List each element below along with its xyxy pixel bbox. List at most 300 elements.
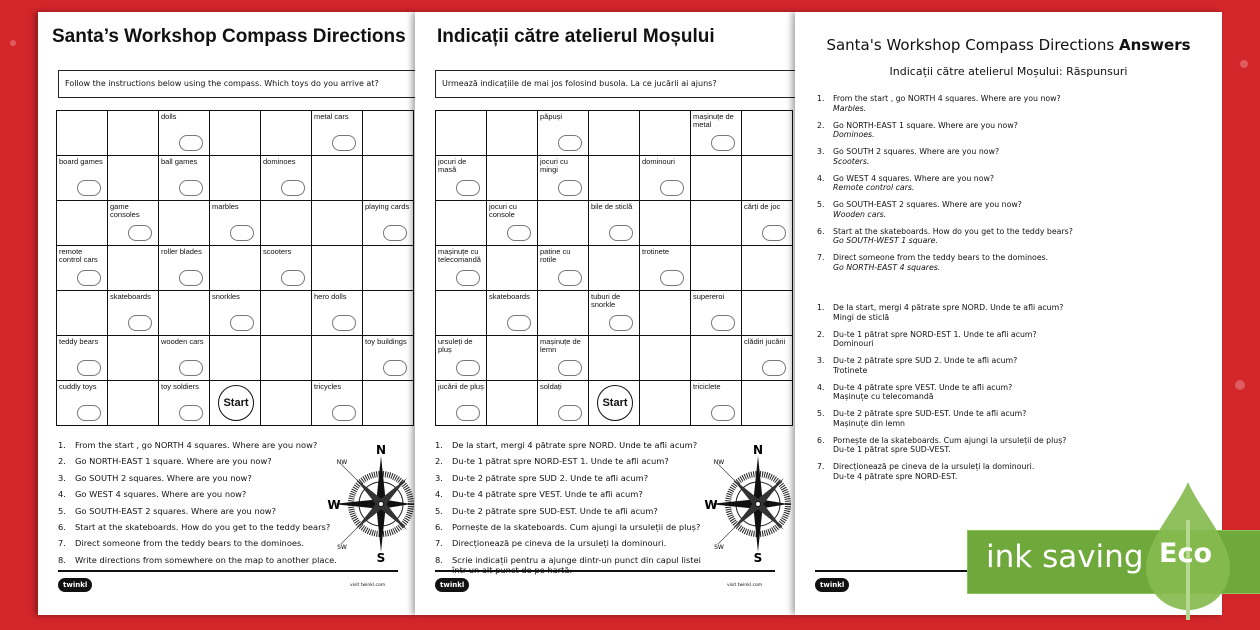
grid-cell <box>57 381 108 426</box>
grid-cell <box>487 156 538 201</box>
toy-label: skateboards <box>110 292 151 301</box>
answer-body <box>833 303 1063 322</box>
question-item <box>435 519 712 535</box>
answer-body <box>833 174 994 193</box>
grid-cell <box>312 156 363 201</box>
compass-sw-line <box>718 526 736 544</box>
toy-label: teddy bears <box>59 337 99 346</box>
toy-picture-icon <box>383 360 407 376</box>
toy-picture-icon <box>230 225 254 241</box>
answer-item <box>817 330 1066 349</box>
question-text: Go NORTH-EAST 1 square. Where are you now? <box>75 456 272 467</box>
grid-cell <box>589 111 640 156</box>
answer-item <box>817 462 1066 481</box>
answer-body <box>833 330 1037 349</box>
grid-cell <box>691 291 742 336</box>
answer-question: Go NORTH-EAST 1 square. Where are you now? <box>833 120 1018 130</box>
compass-label-n: N <box>752 443 764 457</box>
grid-cell <box>159 201 210 246</box>
grid-cell <box>363 381 414 426</box>
question-item <box>58 437 337 453</box>
grid-cell <box>108 336 159 381</box>
compass-label-s: S <box>753 551 763 562</box>
grid-cell <box>159 381 210 426</box>
toy-picture-icon <box>711 405 735 421</box>
toy-picture-icon <box>77 270 101 286</box>
question-number: 1. <box>58 440 66 450</box>
grid-cell <box>108 156 159 201</box>
question-number: 5. <box>58 505 66 516</box>
grid-cell <box>210 156 261 201</box>
grid-cell <box>312 201 363 246</box>
question-number: 7. <box>435 538 443 549</box>
toy-picture-icon <box>762 225 786 241</box>
answer-item <box>817 147 1073 166</box>
grid-cell <box>691 336 742 381</box>
grid-cell <box>742 246 793 291</box>
grid-cell <box>159 291 210 336</box>
toy-picture-icon <box>456 360 480 376</box>
answer-text: Wooden cars. <box>833 209 887 219</box>
toy-picture-icon <box>281 270 305 286</box>
grid-cell <box>363 156 414 201</box>
grid-cell <box>640 111 691 156</box>
grid-cell <box>363 246 414 291</box>
grid-cell <box>210 201 261 246</box>
answer-question: Start at the skateboards. How do you get to the teddy bears? <box>833 226 1073 236</box>
question-item <box>58 535 337 551</box>
question-number: 4. <box>58 489 66 500</box>
toy-picture-icon <box>332 135 356 151</box>
answer-text: Du-te 1 pătrat spre SUD-VEST. <box>833 445 951 454</box>
answer-item <box>817 436 1066 455</box>
question-text: Go SOUTH-EAST 2 squares. Where are you now? <box>75 505 276 516</box>
grid-cell <box>261 201 312 246</box>
answer-question: Du-te 2 pătrate spre SUD-EST. Unde te afli acum? <box>833 409 1027 418</box>
toy-grid <box>56 110 414 426</box>
question-item <box>58 470 337 486</box>
question-number: 6. <box>435 522 443 533</box>
background-dot <box>10 40 16 46</box>
grid-cell <box>538 246 589 291</box>
answer-item <box>817 200 1073 219</box>
compass-label-s: S <box>376 551 386 562</box>
toy-label: bile de sticlă <box>591 202 633 211</box>
answer-item <box>817 227 1073 246</box>
toy-label: skateboards <box>489 292 530 301</box>
toy-picture-icon <box>230 315 254 331</box>
answer-body <box>833 253 1048 272</box>
toy-picture-icon <box>609 315 633 331</box>
grid-cell <box>57 246 108 291</box>
grid-cell <box>436 381 487 426</box>
question-number: 5. <box>435 505 443 516</box>
grid-cell <box>640 336 691 381</box>
question-number: 2. <box>435 456 443 467</box>
answer-item <box>817 303 1066 322</box>
grid-cell <box>538 291 589 336</box>
grid-cell <box>742 381 793 426</box>
question-number: 2. <box>58 456 66 467</box>
answer-body <box>833 227 1073 246</box>
background-dot <box>1240 60 1248 68</box>
answer-question: Du-te 1 pătrat spre NORD-EST 1. Unde te afli acum? <box>833 329 1037 339</box>
toy-picture-icon <box>507 225 531 241</box>
grid-cell <box>487 381 538 426</box>
toy-label: roller blades <box>161 247 202 256</box>
answer-body <box>833 121 1018 140</box>
answer-number: 1. <box>817 303 825 312</box>
question-text: Direct someone from the teddy bears to the dominoes. <box>75 538 304 549</box>
answer-number: 4. <box>817 173 825 183</box>
toy-picture-icon <box>128 315 152 331</box>
start-marker: Start <box>218 385 254 421</box>
toy-picture-icon <box>77 405 101 421</box>
compass-center <box>756 502 761 507</box>
grid-cell <box>159 246 210 291</box>
question-text: De la start, mergi 4 pătrate spre NORD. Unde te afli acum? <box>452 440 698 450</box>
grid-cell <box>159 156 210 201</box>
answer-text: Marbles. <box>833 103 867 113</box>
english-worksheet <box>38 12 415 615</box>
instruction-box: Follow the instructions below using the compass. Which toys do you arrive at? <box>58 70 458 98</box>
toy-picture-icon <box>179 135 203 151</box>
toy-picture-icon <box>128 225 152 241</box>
answer-text: Go NORTH-EAST 4 squares. <box>833 262 941 272</box>
grid-cell <box>108 111 159 156</box>
question-list <box>58 437 337 568</box>
romanian-answer-list <box>817 303 1066 489</box>
toy-label: soldați <box>540 382 562 391</box>
grid-cell <box>312 111 363 156</box>
compass-label-sw: SW <box>337 544 347 551</box>
answers-subtitle: Indicații către atelierul Moșului: Răspunsuri <box>889 65 1128 78</box>
visit-link: visit twinkl.com <box>350 583 386 588</box>
answer-text: Mașinuțe din lemn <box>833 418 905 428</box>
compass-rose-icon <box>703 442 793 562</box>
grid-cell <box>691 201 742 246</box>
answer-text: Du-te 4 pătrate spre NORD-EST. <box>833 471 958 481</box>
question-text: Direcționează pe cineva de la ursuleți la dominouri. <box>452 538 667 549</box>
toy-label: clădiri jucării <box>744 337 786 346</box>
answer-number: 1. <box>817 94 825 103</box>
compass-sw-line <box>341 526 359 544</box>
answer-number: 7. <box>817 253 825 262</box>
grid-cell <box>363 336 414 381</box>
grid-cell <box>261 246 312 291</box>
question-number: 7. <box>58 538 66 549</box>
grid-cell <box>436 291 487 336</box>
footer-divider <box>435 570 775 572</box>
grid-cell <box>589 291 640 336</box>
toy-picture-icon <box>179 270 203 286</box>
toy-label: jucării de pluș <box>438 382 484 391</box>
grid-cell <box>538 381 589 426</box>
grid-cell <box>159 111 210 156</box>
toy-picture-icon <box>507 315 531 331</box>
toy-label: supereroi <box>693 292 725 301</box>
answer-item <box>817 253 1073 272</box>
ink-saving-label: ink saving <box>986 539 1144 575</box>
answer-text: Dominouri <box>833 339 874 348</box>
toy-label: dominouri <box>642 157 675 166</box>
question-text: Pornește de la skateboards. Cum ajungi la ursuleții de pluș? <box>452 522 701 533</box>
answer-question: Du-te 4 pătrate spre VEST. Unde te afli acum? <box>833 382 1013 392</box>
answer-body <box>833 462 1034 481</box>
toy-label: tricycles <box>314 382 342 391</box>
toy-label: dominoes <box>263 157 296 166</box>
grid-cell <box>210 291 261 336</box>
question-text: Write directions from somewhere on the map to another place. <box>75 554 337 565</box>
question-text: Go SOUTH 2 squares. Where are you now? <box>75 472 252 483</box>
question-text: Du-te 2 pătrate spre SUD-EST. Unde te afli acum? <box>452 505 658 516</box>
grid-cell <box>210 111 261 156</box>
grid-cell <box>691 381 742 426</box>
grid-cell <box>487 336 538 381</box>
toy-picture-icon <box>456 270 480 286</box>
toy-label: metal cars <box>314 112 349 121</box>
toy-label: playing cards <box>365 202 410 211</box>
toy-picture-icon <box>558 135 582 151</box>
answer-question: Go WEST 4 squares. Where are you now? <box>833 173 995 183</box>
answer-number: 7. <box>817 462 825 471</box>
grid-cell <box>57 336 108 381</box>
question-item <box>435 437 712 453</box>
answer-question: Direct someone from the teddy bears to the dominoes. <box>833 253 1049 262</box>
grid-cell <box>261 381 312 426</box>
grid-cell <box>108 201 159 246</box>
question-number: 1. <box>435 440 443 450</box>
toy-picture-icon <box>332 315 356 331</box>
toy-picture-icon <box>456 405 480 421</box>
grid-cell <box>210 336 261 381</box>
question-text: Scrie indicații pentru a ajunge dintr-un punct din capul listei într-un alt punct de pe hartă. <box>452 554 701 575</box>
grid-cell <box>742 156 793 201</box>
toy-picture-icon <box>711 315 735 331</box>
question-item <box>58 453 337 469</box>
answer-body <box>833 409 1026 428</box>
toy-label: mașinuțe de metal <box>693 112 734 129</box>
compass-label-w: W <box>704 498 718 512</box>
grid-cell <box>487 201 538 246</box>
grid-cell <box>57 291 108 336</box>
compass-nw-line <box>718 464 736 482</box>
twinkl-logo: twinkl <box>58 578 92 592</box>
answer-body <box>833 94 1061 113</box>
toy-picture-icon <box>558 180 582 196</box>
grid-cell <box>538 336 589 381</box>
question-item <box>58 486 337 502</box>
grid-cell <box>640 156 691 201</box>
toy-label: trotinete <box>642 247 670 256</box>
grid-cell <box>261 336 312 381</box>
toy-label: tuburi de snorkle <box>591 292 621 309</box>
answer-text: Remote control cars. <box>833 183 915 192</box>
answer-text: Go SOUTH-WEST 1 square. <box>833 236 938 245</box>
answer-body <box>833 436 1066 455</box>
toy-label: jocuri cu console <box>489 202 517 219</box>
grid-cell <box>210 246 261 291</box>
toy-picture-icon <box>456 180 480 196</box>
answers-title <box>795 36 1222 54</box>
answers-title-bold: Answers <box>1118 36 1191 54</box>
grid-cell <box>210 381 261 426</box>
grid-cell <box>640 381 691 426</box>
question-item <box>435 486 712 502</box>
grid-cell <box>363 201 414 246</box>
answer-number: 5. <box>817 409 825 418</box>
toy-picture-icon <box>558 270 582 286</box>
question-number: 4. <box>435 489 443 500</box>
grid-cell <box>589 156 640 201</box>
grid-cell <box>108 381 159 426</box>
toy-label: cuddly toys <box>59 382 97 391</box>
toy-picture-icon <box>609 225 633 241</box>
grid-cell <box>108 291 159 336</box>
question-number: 8. <box>58 554 66 565</box>
answer-body <box>833 147 999 166</box>
toy-label: ursuleți de pluș <box>438 337 473 354</box>
toy-label: scooters <box>263 247 292 256</box>
grid-cell <box>261 111 312 156</box>
question-item <box>435 535 712 551</box>
toy-grid <box>435 110 793 426</box>
toy-label: hero dolls <box>314 292 347 301</box>
grid-cell <box>742 201 793 246</box>
grid-cell <box>691 156 742 201</box>
grid-cell <box>538 201 589 246</box>
toy-label: patine cu rotile <box>540 247 571 264</box>
question-item <box>58 503 337 519</box>
question-text: Du-te 4 pătrate spre VEST. Unde te afli acum? <box>452 489 643 500</box>
toy-label: board games <box>59 157 103 166</box>
answer-number: 2. <box>817 329 825 339</box>
answer-text: Mașinuțe cu telecomandă <box>833 392 934 401</box>
toy-label: cărți de joc <box>744 202 781 211</box>
question-number: 3. <box>58 472 66 483</box>
grid-cell <box>691 111 742 156</box>
grid-cell <box>312 336 363 381</box>
toy-picture-icon <box>660 270 684 286</box>
compass-label-sw: SW <box>714 544 724 551</box>
grid-cell <box>742 336 793 381</box>
answer-number: 3. <box>817 356 825 365</box>
compass-label-n: N <box>375 443 387 457</box>
worksheet-title: Santa’s Workshop Compass Directions <box>52 26 406 47</box>
toy-label: jocuri de masă <box>438 157 467 174</box>
grid-cell <box>436 111 487 156</box>
toy-label: snorkles <box>212 292 240 301</box>
answer-question: De la start, mergi 4 pătrate spre NORD. Unde te afli acum? <box>833 303 1064 312</box>
grid-cell <box>538 111 589 156</box>
answer-item <box>817 356 1066 375</box>
question-item <box>58 519 337 535</box>
toy-label: marbles <box>212 202 239 211</box>
toy-picture-icon <box>660 180 684 196</box>
answer-number: 5. <box>817 200 825 209</box>
grid-cell <box>436 336 487 381</box>
answer-body <box>833 356 1017 375</box>
answer-number: 2. <box>817 120 825 130</box>
grid-cell <box>589 246 640 291</box>
grid-cell <box>589 336 640 381</box>
toy-picture-icon <box>281 180 305 196</box>
answer-text: Trotinete <box>833 365 868 375</box>
worksheet-title: Indicații către atelierul Moșului <box>437 26 715 47</box>
instruction-box: Urmează indicațiile de mai jos folosind busola. La ce jucării ai ajuns? <box>435 70 835 98</box>
grid-cell <box>312 291 363 336</box>
toy-picture-icon <box>762 360 786 376</box>
answer-body <box>833 200 1022 219</box>
toy-label: toy buildings <box>365 337 407 346</box>
toy-picture-icon <box>332 405 356 421</box>
toy-picture-icon <box>558 360 582 376</box>
grid-cell <box>691 246 742 291</box>
answer-question: Pornește de la skateboards. Cum ajungi la ursuleții de pluș? <box>833 435 1067 445</box>
question-item <box>435 503 712 519</box>
question-item <box>58 552 337 568</box>
compass-label-nw: NW <box>336 459 348 466</box>
toy-label: păpuși <box>540 112 563 121</box>
answer-text: Scooters. <box>833 156 870 166</box>
compass-label-nw: NW <box>713 459 725 466</box>
toy-label: ball games <box>161 157 198 166</box>
compass-label-w: W <box>327 498 341 512</box>
toy-label: wooden cars <box>161 337 204 346</box>
compass-star <box>333 456 411 552</box>
question-text: Start at the skateboards. How do you get to the teddy bears? <box>75 522 331 533</box>
answer-number: 3. <box>817 147 825 156</box>
answer-text: Mingi de sticlă <box>833 312 890 322</box>
question-item <box>435 453 712 469</box>
twinkl-logo: twinkl <box>815 578 849 592</box>
compass-center <box>379 502 384 507</box>
compass-rose-icon <box>326 442 416 562</box>
grid-cell <box>436 246 487 291</box>
answer-text: Dominoes. <box>833 130 875 139</box>
question-number: 8. <box>435 554 443 565</box>
visit-link: visit twinkl.com <box>727 583 763 588</box>
answer-question: From the start , go NORTH 4 squares. Where are you now? <box>833 94 1061 103</box>
grid-cell <box>108 246 159 291</box>
romanian-worksheet <box>415 12 795 615</box>
english-answer-list <box>817 94 1073 280</box>
answer-question: Go SOUTH-EAST 2 squares. Where are you now? <box>833 200 1022 209</box>
toy-picture-icon <box>383 225 407 241</box>
compass-nw-line <box>341 464 359 482</box>
grid-cell <box>640 201 691 246</box>
answer-number: 4. <box>817 382 825 392</box>
grid-cell <box>436 156 487 201</box>
answer-item <box>817 409 1066 428</box>
grid-cell <box>57 201 108 246</box>
answer-item <box>817 383 1066 402</box>
toy-picture-icon <box>558 405 582 421</box>
grid-cell <box>363 111 414 156</box>
question-text: From the start , go NORTH 4 squares. Where are you now? <box>75 440 318 450</box>
question-list <box>435 437 712 575</box>
grid-cell <box>312 246 363 291</box>
grid-cell <box>57 111 108 156</box>
toy-label: remote control cars <box>59 247 98 264</box>
toy-label: game consoles <box>110 202 140 219</box>
toy-picture-icon <box>77 360 101 376</box>
grid-cell <box>742 291 793 336</box>
grid-cell <box>363 291 414 336</box>
answer-body <box>833 383 1012 402</box>
answer-number: 6. <box>817 435 825 445</box>
question-text: Go WEST 4 squares. Where are you now? <box>75 489 247 500</box>
